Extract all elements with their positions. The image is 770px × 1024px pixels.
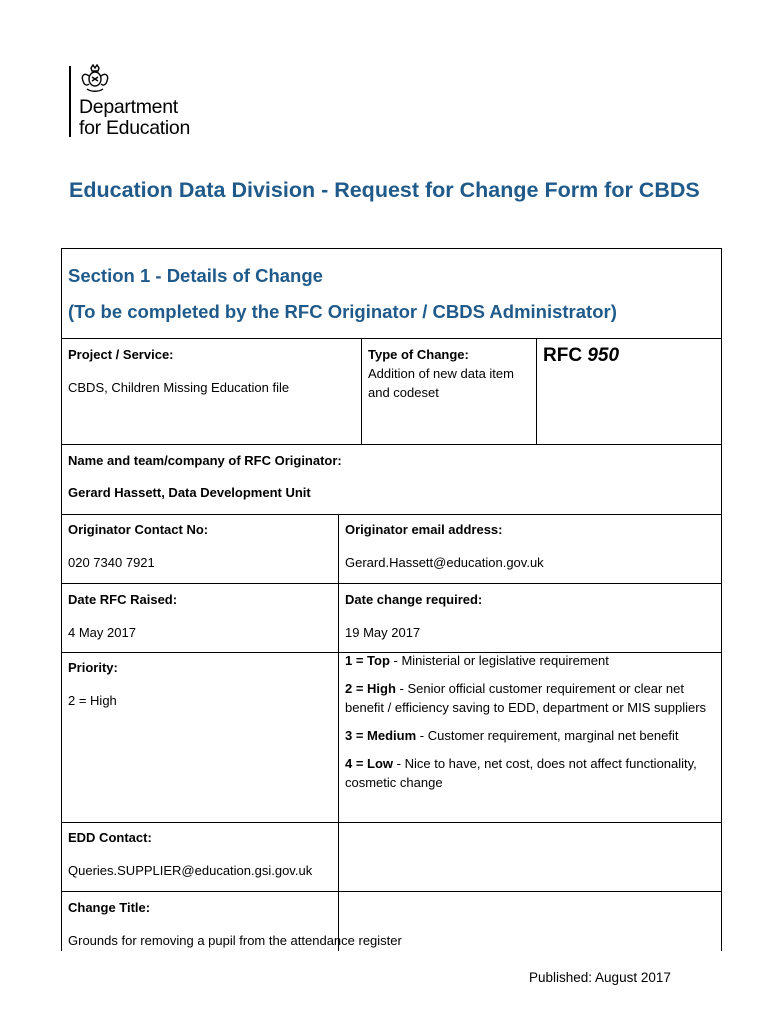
email-cell — [345, 520, 715, 572]
logo-line-2: for Education — [79, 117, 191, 139]
row-divider — [62, 514, 721, 515]
edd-contact-cell — [68, 828, 708, 880]
project-cell — [68, 345, 358, 397]
edd-contact-value: Queries.SUPPLIER@education.gsi.gov.uk — [68, 863, 313, 878]
priority-desc: - Customer requirement, marginal net benefit — [416, 728, 679, 743]
originator-value: Gerard Hassett, Data Development Unit — [68, 485, 311, 500]
divider — [536, 338, 537, 444]
row-divider — [62, 583, 721, 584]
divider — [361, 338, 362, 444]
priority-option — [345, 679, 717, 717]
priority-option — [345, 651, 717, 670]
type-value: Addition of new data item and codeset — [368, 366, 514, 400]
priority-desc: - Nice to have, net cost, does not affect functionality, cosmetic change — [345, 756, 697, 790]
edd-contact-label: EDD Contact: — [68, 830, 152, 845]
type-cell — [368, 345, 536, 402]
dfe-logo — [69, 64, 209, 142]
change-title-label: Change Title: — [68, 900, 151, 915]
email-label: Originator email address: — [345, 522, 503, 537]
priority-value: 2 = High — [68, 693, 117, 708]
date-raised-label: Date RFC Raised: — [68, 592, 178, 607]
document-title: Education Data Division - Request for Change Form for CBDS — [69, 178, 700, 202]
rfc-number-value: 950 — [587, 345, 620, 366]
date-raised-value: 4 May 2017 — [68, 625, 136, 640]
logo-line-1: Department — [79, 96, 178, 118]
column-divider — [338, 514, 339, 951]
email-value: Gerard.Hassett@education.gov.uk — [345, 555, 544, 570]
contact-value: 020 7340 7921 — [68, 555, 155, 570]
section-title: Section 1 - Details of Change — [68, 265, 323, 286]
section-header — [62, 249, 721, 339]
published-footer: Published: August 2017 — [529, 970, 671, 985]
section-subtitle: (To be completed by the RFC Originator / CBDS Administrator) — [68, 301, 617, 322]
date-raised-cell — [68, 590, 328, 642]
project-label: Project / Service: — [68, 347, 174, 362]
royal-crest-icon — [77, 64, 113, 94]
change-title-value: Grounds for removing a pupil from the attendance register — [68, 933, 402, 948]
priority-cell — [68, 658, 328, 710]
contact-cell — [68, 520, 328, 572]
priority-key: 2 = High — [345, 681, 396, 696]
row-divider — [62, 822, 721, 823]
row-divider — [62, 891, 721, 892]
row-divider — [62, 444, 721, 445]
logo-rule — [69, 66, 71, 137]
priority-option — [345, 726, 717, 745]
change-title-cell — [68, 898, 708, 950]
change-form-table — [61, 248, 722, 951]
date-required-label: Date change required: — [345, 592, 483, 607]
contact-label: Originator Contact No: — [68, 522, 209, 537]
priority-desc: - Ministerial or legislative requirement — [389, 653, 609, 668]
priority-key: 1 = Top — [345, 653, 390, 668]
rfc-number — [543, 345, 619, 367]
priority-label: Priority: — [68, 660, 118, 675]
originator-label: Name and team/company of RFC Originator: — [68, 453, 342, 468]
priority-key: 4 = Low — [345, 756, 394, 771]
logo-text — [79, 97, 190, 139]
date-required-value: 19 May 2017 — [345, 625, 421, 640]
priority-desc: - Senior official customer requirement or clear net benefit / efficiency saving to EDD, department or MIS suppliers — [345, 681, 707, 715]
priority-option — [345, 754, 717, 792]
priority-key: 3 = Medium — [345, 728, 417, 743]
priority-definitions — [345, 651, 717, 801]
originator-cell — [68, 451, 708, 502]
date-required-cell — [345, 590, 715, 642]
project-value: CBDS, Children Missing Education file — [68, 380, 290, 395]
rfc-prefix: RFC — [543, 345, 583, 366]
type-label: Type of Change: — [368, 347, 469, 362]
